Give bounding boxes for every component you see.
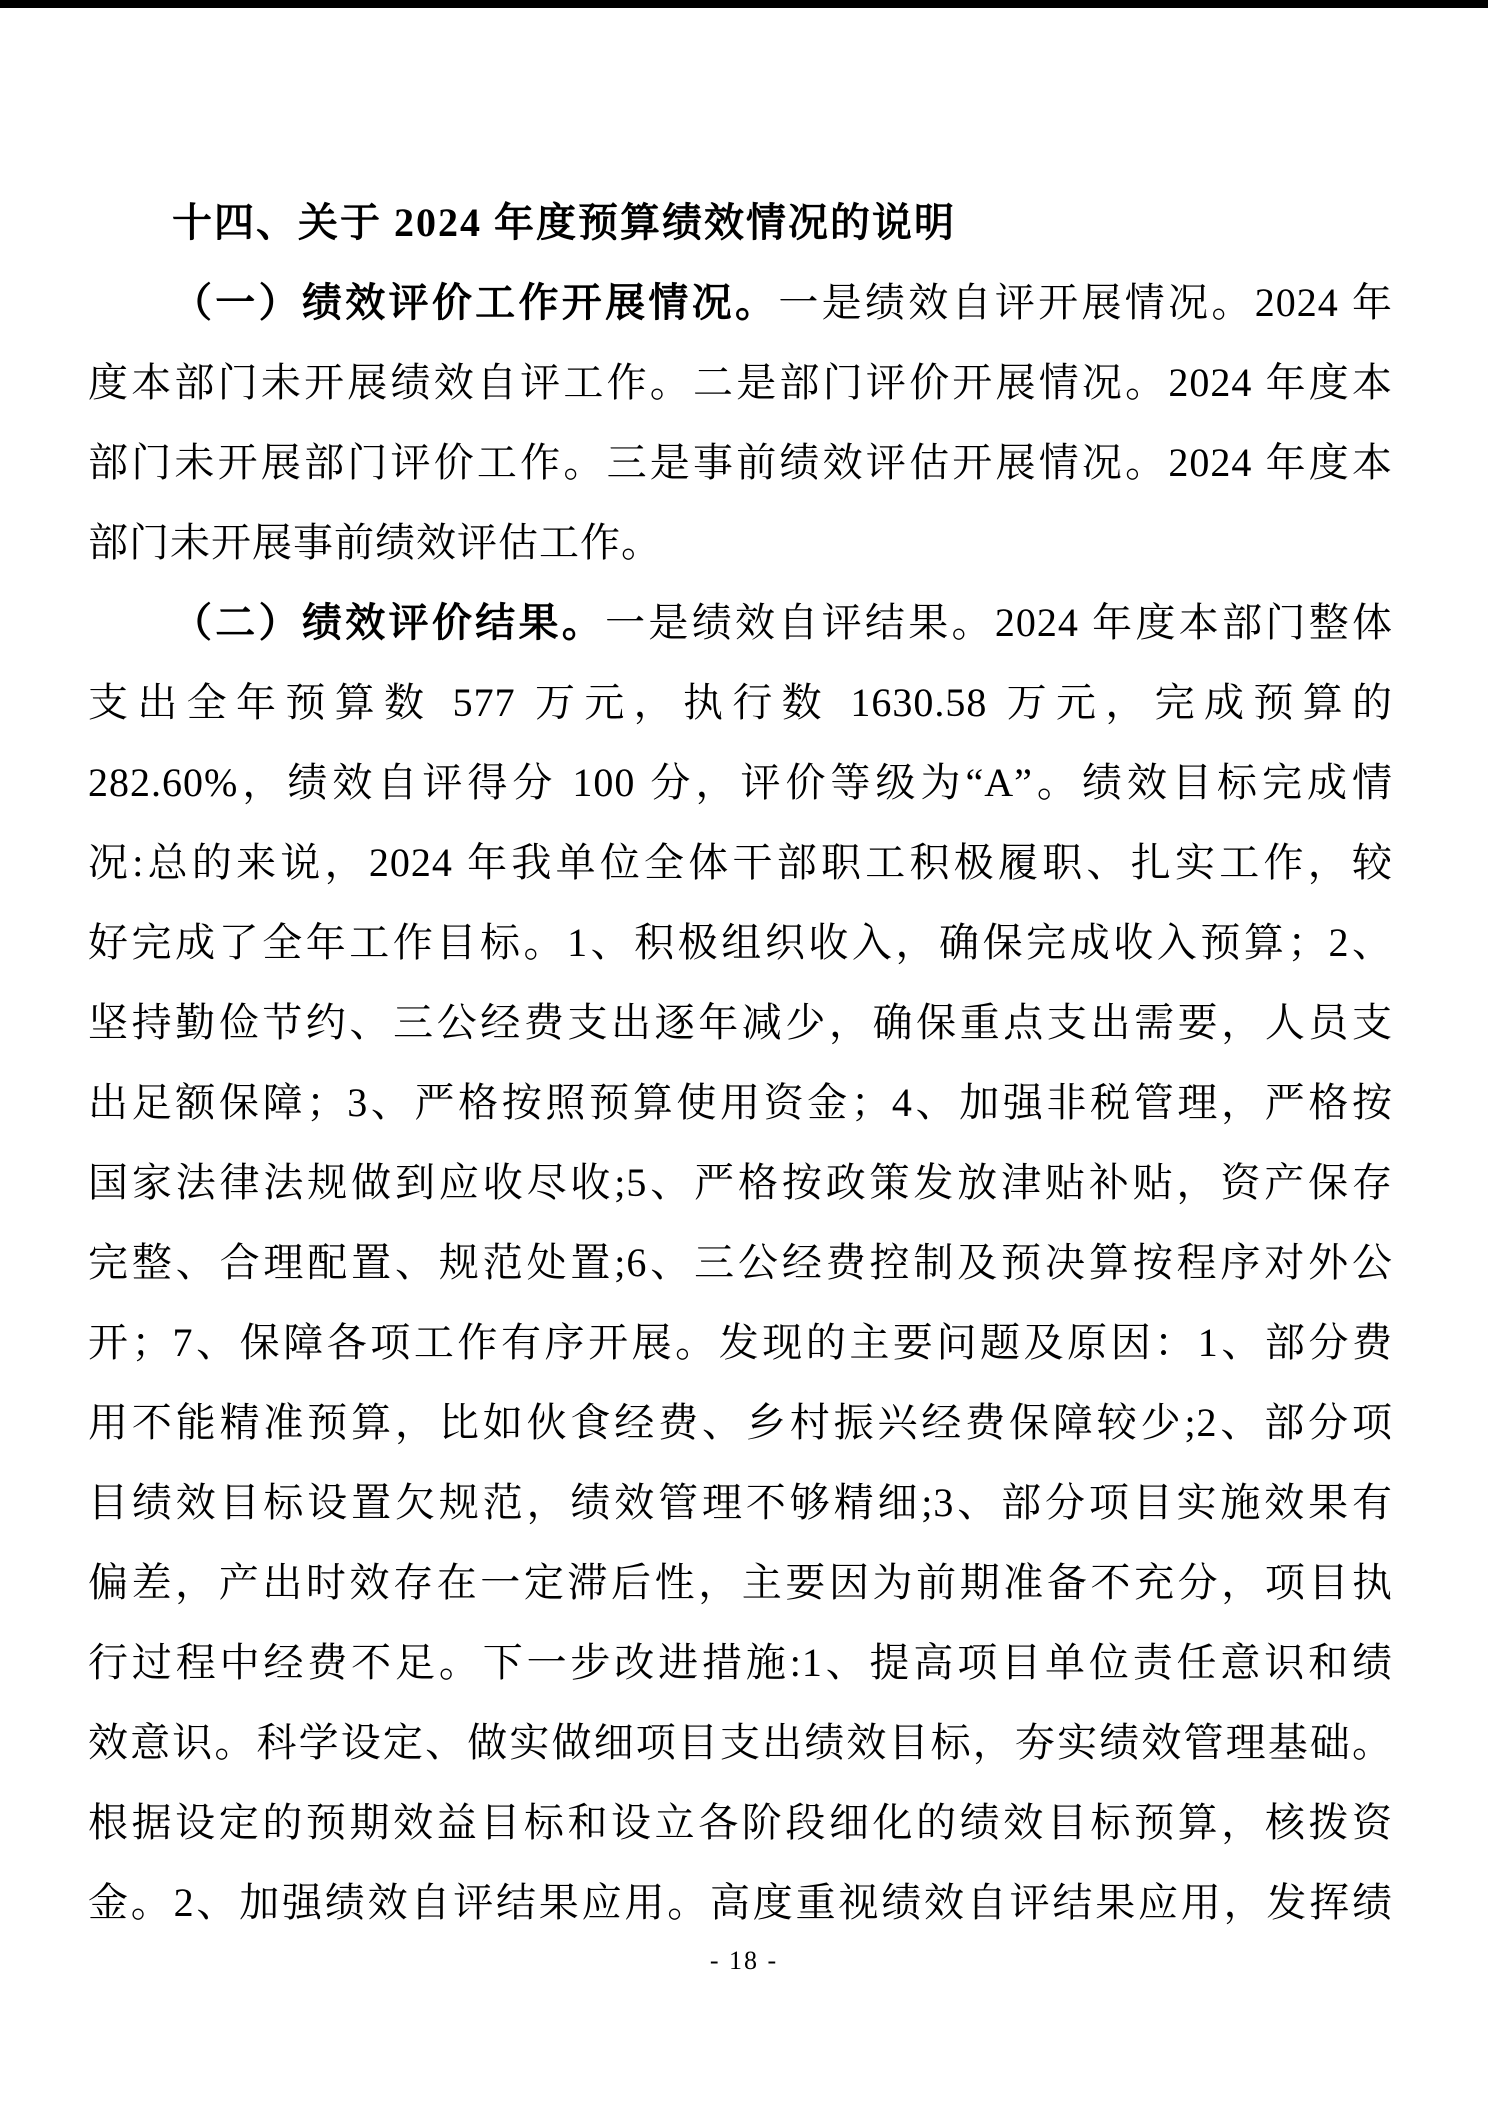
- body-line: 目绩效目标设置欠规范，绩效管理不够精细;3、部分项目实施效果有: [88, 1480, 1393, 1525]
- scan-top-edge-bar: [0, 0, 1488, 8]
- section-heading: 十四、关于 2024 年度预算绩效情况的说明: [172, 200, 956, 245]
- paragraph-lead-bold: （一）绩效评价工作开展情况。: [172, 280, 779, 325]
- body-line: 根据设定的预期效益目标和设立各阶段细化的绩效目标预算，核拨资: [88, 1800, 1393, 1845]
- body-line: 部门未开展部门评价工作。三是事前绩效评估开展情况。2024 年度本: [88, 440, 1393, 485]
- document-body: [88, 183, 1393, 1943]
- body-line: 国家法律法规做到应收尽收;5、严格按政策发放津贴补贴，资产保存: [88, 1160, 1393, 1205]
- body-line: 行过程中经费不足。下一步改进措施:1、提高项目单位责任意识和绩: [88, 1640, 1393, 1685]
- body-text: 一是绩效自评开展情况。2024 年: [778, 280, 1394, 325]
- body-line: 完整、合理配置、规范处置;6、三公经费控制及预决算按程序对外公: [88, 1240, 1393, 1285]
- body-line: [88, 263, 1393, 343]
- body-line: 支出全年预算数 577 万元，执行数 1630.58 万元，完成预算的: [88, 680, 1393, 725]
- body-line: 偏差，产出时效存在一定滞后性，主要因为前期准备不充分，项目执: [88, 1560, 1393, 1605]
- body-line: 出足额保障；3、严格按照预算使用资金；4、加强非税管理，严格按: [88, 1080, 1393, 1125]
- body-line: 金。2、加强绩效自评结果应用。高度重视绩效自评结果应用，发挥绩: [88, 1880, 1393, 1925]
- paragraph-lead-bold: （二）绩效评价结果。: [172, 600, 606, 645]
- body-line: 坚持勤俭节约、三公经费支出逐年减少，确保重点支出需要，人员支: [88, 1000, 1393, 1045]
- body-line: 度本部门未开展绩效自评工作。二是部门评价开展情况。2024 年度本: [88, 360, 1393, 405]
- body-line: 好完成了全年工作目标。1、积极组织收入，确保完成收入预算；2、: [88, 920, 1393, 965]
- body-line: 用不能精准预算，比如伙食经费、乡村振兴经费保障较少;2、部分项: [88, 1400, 1393, 1445]
- body-line: 开；7、保障各项工作有序开展。发现的主要问题及原因：1、部分费: [88, 1320, 1393, 1365]
- body-text: 一是绩效自评结果。2024 年度本部门整体: [605, 600, 1394, 645]
- body-line: 282.60%，绩效自评得分 100 分，评价等级为“A”。绩效目标完成情: [88, 760, 1393, 805]
- page-number: - 18 -: [709, 1946, 779, 1975]
- body-line: 况:总的来说，2024 年我单位全体干部职工积极履职、扎实工作，较: [88, 840, 1393, 885]
- body-line: 部门未开展事前绩效评估工作。: [88, 520, 662, 565]
- body-line: 效意识。科学设定、做实做细项目支出绩效目标，夯实绩效管理基础。: [88, 1720, 1393, 1765]
- body-line: [88, 583, 1393, 663]
